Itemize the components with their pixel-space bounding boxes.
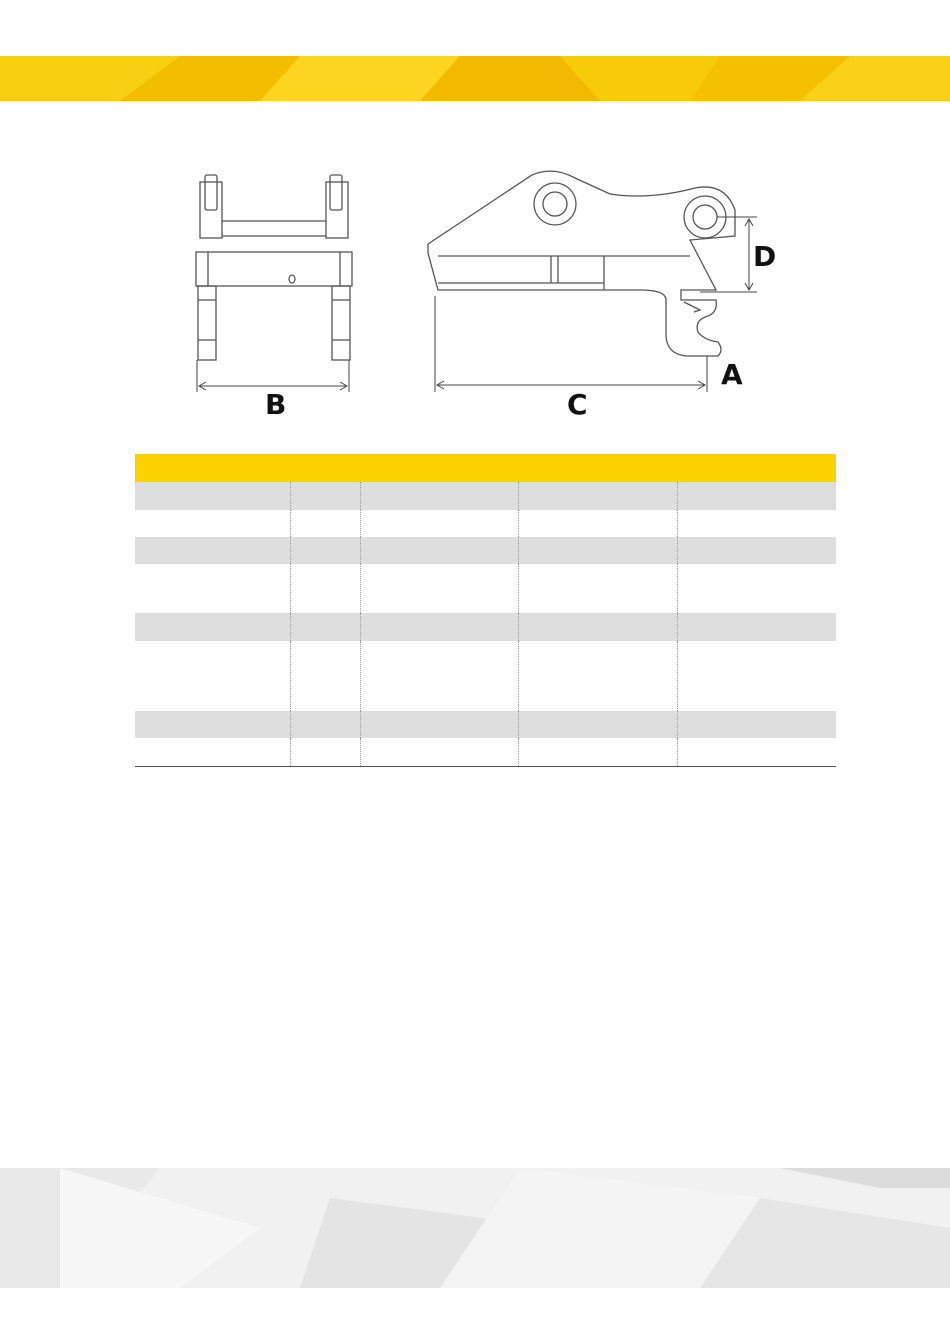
table-cell [518, 738, 677, 766]
table-header [135, 454, 836, 482]
table-cell [135, 537, 290, 564]
table-cell [677, 564, 836, 613]
table-row [135, 482, 836, 510]
table-cell [135, 510, 290, 537]
table-body [135, 482, 836, 766]
side-view [428, 171, 735, 356]
dimension-label-d: D [753, 240, 777, 273]
table-cell [135, 482, 290, 510]
table-cell [360, 711, 518, 738]
table-cell [360, 564, 518, 613]
table-cell [290, 482, 360, 510]
footer-background [0, 1168, 950, 1288]
table-cell [290, 510, 360, 537]
table-cell [290, 738, 360, 766]
table-cell [518, 711, 677, 738]
table-cell [290, 711, 360, 738]
table-cell [135, 564, 290, 613]
table-cell [290, 641, 360, 711]
table-cell [135, 613, 290, 641]
dimension-label-c: C [567, 388, 588, 421]
table-row [135, 711, 836, 738]
table-cell [677, 482, 836, 510]
table-cell [677, 537, 836, 564]
table-cell [518, 613, 677, 641]
table-cell [677, 613, 836, 641]
dimension-label-a: A [721, 358, 743, 391]
table-cell [360, 510, 518, 537]
table-cell [677, 738, 836, 766]
table-cell [135, 641, 290, 711]
table-cell [677, 510, 836, 537]
table-cell [290, 613, 360, 641]
table-row [135, 641, 836, 711]
table-row [135, 564, 836, 613]
table-cell [518, 641, 677, 711]
table-cell [677, 641, 836, 711]
table-cell [360, 537, 518, 564]
table-row [135, 510, 836, 537]
table-cell [518, 537, 677, 564]
header-banner [0, 56, 950, 101]
table-cell [290, 537, 360, 564]
table-row [135, 738, 836, 766]
front-view [196, 175, 352, 360]
table-cell [360, 482, 518, 510]
spec-table [135, 454, 836, 767]
table-cell [135, 738, 290, 766]
table-cell [518, 564, 677, 613]
table-row [135, 537, 836, 564]
table-cell [677, 711, 836, 738]
table-row [135, 613, 836, 641]
table-cell [518, 510, 677, 537]
table-cell [360, 738, 518, 766]
table-cell [290, 564, 360, 613]
dimension-label-b: B [265, 388, 287, 421]
quick-coupler-diagram [0, 150, 950, 430]
table-cell [518, 482, 677, 510]
table-header-row [135, 454, 836, 482]
table-cell [360, 641, 518, 711]
table-cell [135, 711, 290, 738]
table-cell [360, 613, 518, 641]
